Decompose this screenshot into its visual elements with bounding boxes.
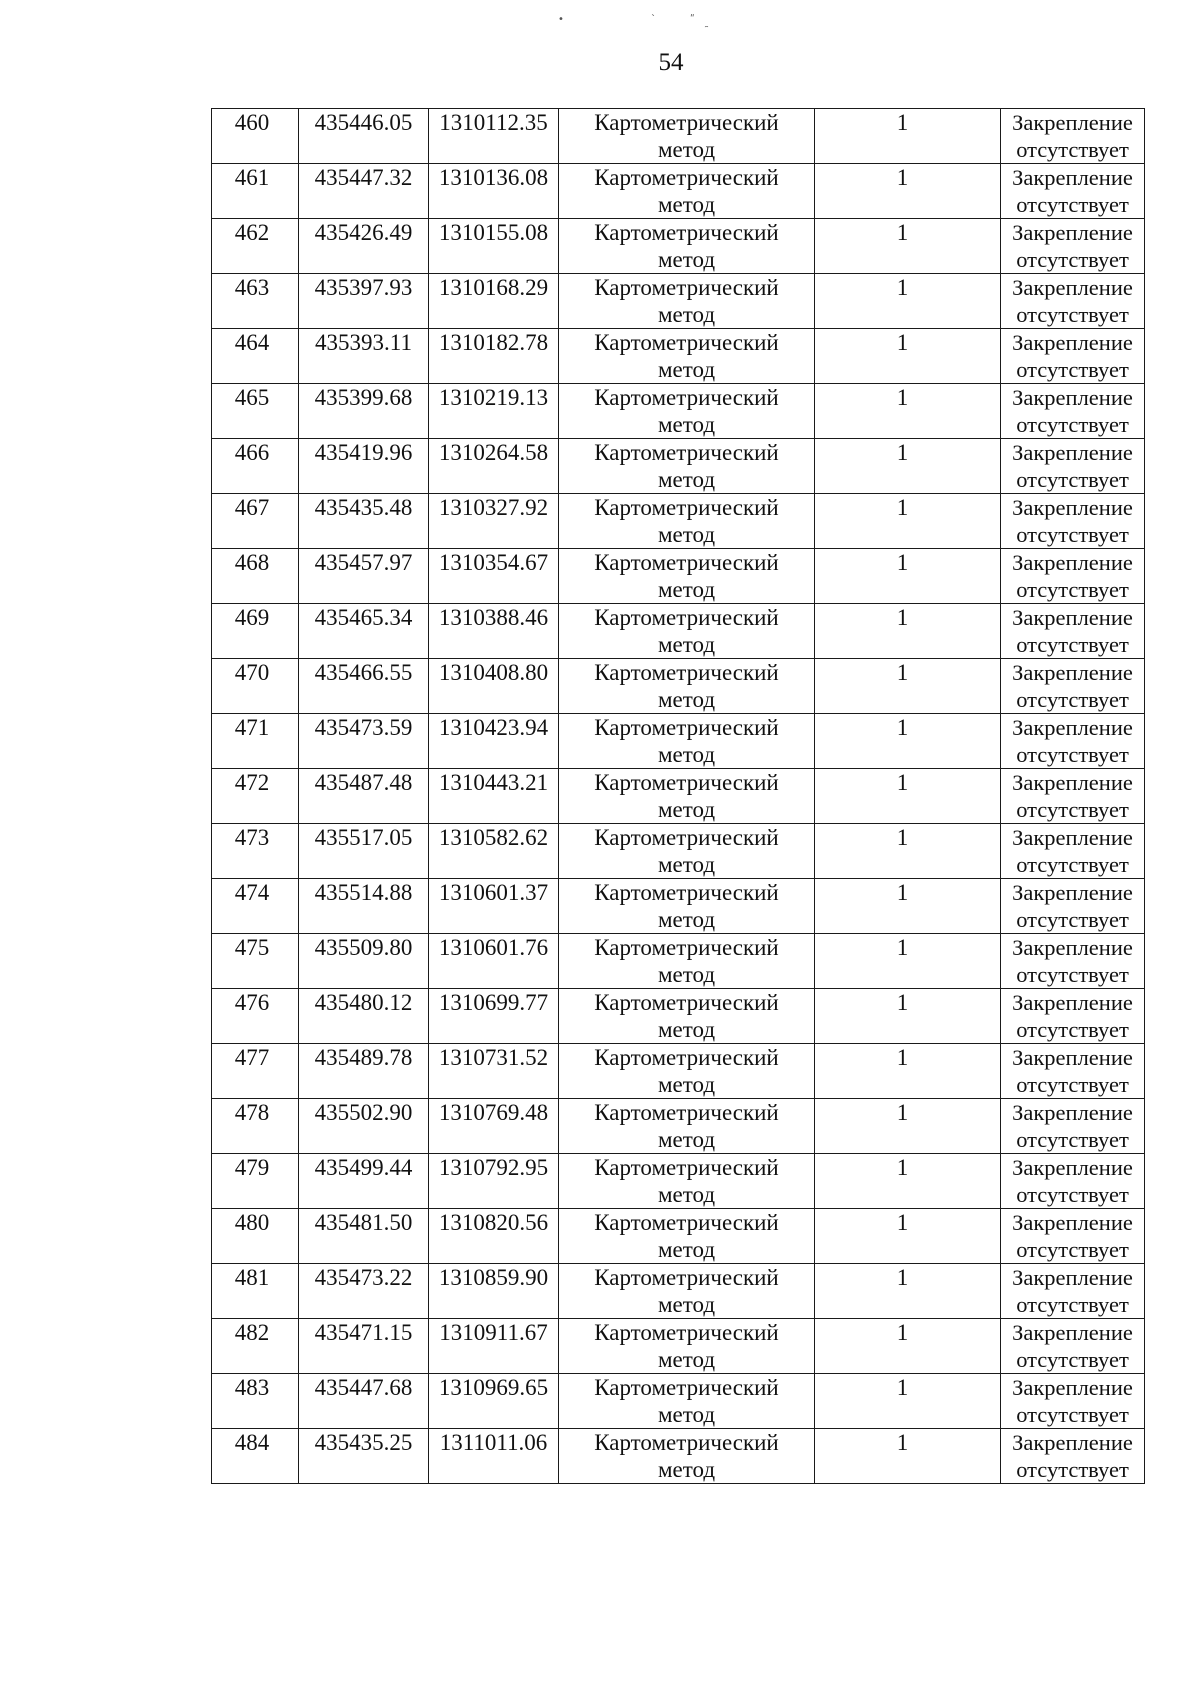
x-coordinate-cell: 435481.50 [299, 1209, 429, 1264]
fixation-line-1: Закрепление [1012, 660, 1133, 685]
method-cell [559, 494, 815, 549]
method-line-2: метод [657, 302, 716, 327]
table-row [212, 604, 1145, 659]
fixation-line-2: отсутствует [1016, 467, 1129, 492]
fixation-line-2: отсутствует [1016, 962, 1129, 987]
x-coordinate-cell: 435447.68 [299, 1374, 429, 1429]
fixation-line-1: Закрепление [1012, 880, 1133, 905]
method-line-1: Картометрический [594, 495, 779, 520]
fixation-line-2: отсутствует [1016, 412, 1129, 437]
scan-artifact-mark: • [558, 14, 564, 25]
error-cell: 1 [815, 1374, 1001, 1429]
method-line-1: Картометрический [594, 440, 779, 465]
y-coordinate-cell: 1310354.67 [429, 549, 559, 604]
fixation-line-1: Закрепление [1012, 990, 1133, 1015]
y-coordinate-cell: 1310182.78 [429, 329, 559, 384]
table-row [212, 274, 1145, 329]
method-line-1: Картометрический [594, 935, 779, 960]
point-number-cell: 475 [212, 934, 299, 989]
table-row [212, 659, 1145, 714]
point-number-cell: 462 [212, 219, 299, 274]
fixation-line-1: Закрепление [1012, 550, 1133, 575]
fixation-line-1: Закрепление [1012, 1210, 1133, 1235]
table-row [212, 1429, 1145, 1484]
y-coordinate-cell: 1310155.08 [429, 219, 559, 274]
fixation-cell [1001, 604, 1145, 659]
fixation-line-2: отсутствует [1016, 302, 1129, 327]
y-coordinate-cell: 1310388.46 [429, 604, 559, 659]
method-line-1: Картометрический [594, 660, 779, 685]
method-line-1: Картометрический [594, 825, 779, 850]
error-cell: 1 [815, 109, 1001, 164]
x-coordinate-cell: 435499.44 [299, 1154, 429, 1209]
method-line-1: Картометрический [594, 1430, 779, 1455]
point-number-cell: 479 [212, 1154, 299, 1209]
method-line-2: метод [657, 412, 716, 437]
fixation-cell [1001, 934, 1145, 989]
fixation-cell [1001, 549, 1145, 604]
method-line-1: Картометрический [594, 1100, 779, 1125]
fixation-line-2: отсутствует [1016, 1072, 1129, 1097]
method-line-1: Картометрический [594, 165, 779, 190]
coordinates-table [211, 108, 1145, 1484]
fixation-cell [1001, 164, 1145, 219]
method-line-2: метод [657, 907, 716, 932]
y-coordinate-cell: 1310168.29 [429, 274, 559, 329]
y-coordinate-cell: 1310699.77 [429, 989, 559, 1044]
method-line-2: метод [657, 467, 716, 492]
method-line-2: метод [657, 192, 716, 217]
fixation-line-2: отсутствует [1016, 137, 1129, 162]
fixation-line-2: отсутствует [1016, 192, 1129, 217]
error-cell: 1 [815, 549, 1001, 604]
x-coordinate-cell: 435457.97 [299, 549, 429, 604]
fixation-line-2: отсутствует [1016, 247, 1129, 272]
error-cell: 1 [815, 329, 1001, 384]
fixation-line-2: отсутствует [1016, 632, 1129, 657]
point-number-cell: 467 [212, 494, 299, 549]
point-number-cell: 478 [212, 1099, 299, 1154]
fixation-line-1: Закрепление [1012, 220, 1133, 245]
fixation-line-2: отсутствует [1016, 797, 1129, 822]
method-line-2: метод [657, 742, 716, 767]
y-coordinate-cell: 1310601.37 [429, 879, 559, 934]
fixation-line-1: Закрепление [1012, 935, 1133, 960]
table-row [212, 934, 1145, 989]
y-coordinate-cell: 1310327.92 [429, 494, 559, 549]
x-coordinate-cell: 435399.68 [299, 384, 429, 439]
method-line-1: Картометрический [594, 385, 779, 410]
x-coordinate-cell: 435517.05 [299, 824, 429, 879]
fixation-cell [1001, 1209, 1145, 1264]
point-number-cell: 463 [212, 274, 299, 329]
method-cell [559, 1374, 815, 1429]
fixation-cell [1001, 769, 1145, 824]
method-line-1: Картометрический [594, 275, 779, 300]
error-cell: 1 [815, 714, 1001, 769]
point-number-cell: 461 [212, 164, 299, 219]
fixation-line-2: отсутствует [1016, 577, 1129, 602]
method-line-1: Картометрический [594, 110, 779, 135]
fixation-cell [1001, 1374, 1145, 1429]
method-line-1: Картометрический [594, 1265, 779, 1290]
method-line-1: Картометрический [594, 1045, 779, 1070]
error-cell: 1 [815, 274, 1001, 329]
fixation-line-2: отсутствует [1016, 1182, 1129, 1207]
method-cell [559, 824, 815, 879]
method-line-2: метод [657, 962, 716, 987]
coordinates-table-body [212, 109, 1145, 1484]
method-cell [559, 879, 815, 934]
x-coordinate-cell: 435397.93 [299, 274, 429, 329]
method-cell [559, 274, 815, 329]
fixation-cell [1001, 274, 1145, 329]
error-cell: 1 [815, 1264, 1001, 1319]
method-line-1: Картометрический [594, 1375, 779, 1400]
method-line-1: Картометрический [594, 330, 779, 355]
y-coordinate-cell: 1310219.13 [429, 384, 559, 439]
y-coordinate-cell: 1310601.76 [429, 934, 559, 989]
y-coordinate-cell: 1310769.48 [429, 1099, 559, 1154]
method-line-2: метод [657, 1017, 716, 1042]
method-line-2: метод [657, 687, 716, 712]
fixation-line-1: Закрепление [1012, 605, 1133, 630]
method-line-2: метод [657, 1347, 716, 1372]
table-row [212, 989, 1145, 1044]
fixation-line-2: отсутствует [1016, 1237, 1129, 1262]
fixation-line-2: отсутствует [1016, 687, 1129, 712]
fixation-cell [1001, 384, 1145, 439]
error-cell: 1 [815, 1154, 1001, 1209]
table-row [212, 1264, 1145, 1319]
error-cell: 1 [815, 769, 1001, 824]
table-row [212, 439, 1145, 494]
fixation-line-2: отсутствует [1016, 357, 1129, 382]
x-coordinate-cell: 435489.78 [299, 1044, 429, 1099]
method-line-2: метод [657, 852, 716, 877]
point-number-cell: 471 [212, 714, 299, 769]
method-line-1: Картометрический [594, 550, 779, 575]
y-coordinate-cell: 1310408.80 [429, 659, 559, 714]
fixation-cell [1001, 824, 1145, 879]
x-coordinate-cell: 435446.05 [299, 109, 429, 164]
fixation-cell [1001, 1154, 1145, 1209]
x-coordinate-cell: 435509.80 [299, 934, 429, 989]
y-coordinate-cell: 1310112.35 [429, 109, 559, 164]
method-cell [559, 659, 815, 714]
x-coordinate-cell: 435393.11 [299, 329, 429, 384]
method-cell [559, 219, 815, 274]
method-line-2: метод [657, 247, 716, 272]
y-coordinate-cell: 1310969.65 [429, 1374, 559, 1429]
table-row [212, 164, 1145, 219]
method-line-1: Картометрический [594, 990, 779, 1015]
method-cell [559, 384, 815, 439]
fixation-line-1: Закрепление [1012, 825, 1133, 850]
fixation-line-1: Закрепление [1012, 1375, 1133, 1400]
method-line-2: метод [657, 797, 716, 822]
method-cell [559, 439, 815, 494]
fixation-line-1: Закрепление [1012, 330, 1133, 355]
fixation-line-1: Закрепление [1012, 275, 1133, 300]
method-cell [559, 1264, 815, 1319]
method-cell [559, 549, 815, 604]
method-cell [559, 164, 815, 219]
scan-artifact-mark: ʺ [690, 14, 695, 25]
error-cell: 1 [815, 494, 1001, 549]
method-cell [559, 1429, 815, 1484]
fixation-line-1: Закрепление [1012, 495, 1133, 520]
x-coordinate-cell: 435502.90 [299, 1099, 429, 1154]
point-number-cell: 469 [212, 604, 299, 659]
y-coordinate-cell: 1310911.67 [429, 1319, 559, 1374]
method-line-2: метод [657, 1237, 716, 1262]
error-cell: 1 [815, 989, 1001, 1044]
fixation-cell [1001, 1044, 1145, 1099]
fixation-line-1: Закрепление [1012, 715, 1133, 740]
error-cell: 1 [815, 384, 1001, 439]
fixation-cell [1001, 1429, 1145, 1484]
method-line-1: Картометрический [594, 1320, 779, 1345]
table-row [212, 769, 1145, 824]
error-cell: 1 [815, 879, 1001, 934]
fixation-line-2: отсутствует [1016, 1017, 1129, 1042]
y-coordinate-cell: 1310792.95 [429, 1154, 559, 1209]
fixation-line-1: Закрепление [1012, 1265, 1133, 1290]
method-line-2: метод [657, 1292, 716, 1317]
error-cell: 1 [815, 1209, 1001, 1264]
method-line-2: метод [657, 357, 716, 382]
table-row [212, 1154, 1145, 1209]
error-cell: 1 [815, 439, 1001, 494]
fixation-line-1: Закрепление [1012, 1045, 1133, 1070]
point-number-cell: 466 [212, 439, 299, 494]
table-row [212, 1044, 1145, 1099]
fixation-line-1: Закрепление [1012, 1430, 1133, 1455]
error-cell: 1 [815, 1044, 1001, 1099]
x-coordinate-cell: 435466.55 [299, 659, 429, 714]
x-coordinate-cell: 435480.12 [299, 989, 429, 1044]
x-coordinate-cell: 435465.34 [299, 604, 429, 659]
fixation-cell [1001, 1319, 1145, 1374]
method-line-2: метод [657, 632, 716, 657]
error-cell: 1 [815, 934, 1001, 989]
y-coordinate-cell: 1310731.52 [429, 1044, 559, 1099]
method-cell [559, 934, 815, 989]
scan-artifact-mark: ˷ [704, 17, 709, 28]
error-cell: 1 [815, 1099, 1001, 1154]
fixation-line-2: отсутствует [1016, 1292, 1129, 1317]
method-line-2: метод [657, 1182, 716, 1207]
method-line-1: Картометрический [594, 715, 779, 740]
fixation-line-2: отсутствует [1016, 1127, 1129, 1152]
y-coordinate-cell: 1311011.06 [429, 1429, 559, 1484]
x-coordinate-cell: 435473.59 [299, 714, 429, 769]
fixation-line-1: Закрепление [1012, 440, 1133, 465]
method-line-2: метод [657, 1072, 716, 1097]
page-number: 54 [658, 49, 684, 76]
y-coordinate-cell: 1310264.58 [429, 439, 559, 494]
y-coordinate-cell: 1310820.56 [429, 1209, 559, 1264]
point-number-cell: 477 [212, 1044, 299, 1099]
x-coordinate-cell: 435514.88 [299, 879, 429, 934]
fixation-line-2: отсутствует [1016, 522, 1129, 547]
fixation-line-2: отсутствует [1016, 852, 1129, 877]
point-number-cell: 473 [212, 824, 299, 879]
table-row [212, 549, 1145, 604]
table-row [212, 219, 1145, 274]
x-coordinate-cell: 435435.25 [299, 1429, 429, 1484]
fixation-line-2: отсутствует [1016, 1402, 1129, 1427]
fixation-cell [1001, 989, 1145, 1044]
method-cell [559, 109, 815, 164]
fixation-line-1: Закрепление [1012, 1320, 1133, 1345]
method-line-2: метод [657, 577, 716, 602]
fixation-line-1: Закрепление [1012, 1155, 1133, 1180]
fixation-line-1: Закрепление [1012, 1100, 1133, 1125]
scan-artifact-mark: ˋ [651, 14, 656, 25]
point-number-cell: 468 [212, 549, 299, 604]
method-line-2: метод [657, 1457, 716, 1482]
table-row [212, 1209, 1145, 1264]
method-cell [559, 1044, 815, 1099]
table-row [212, 824, 1145, 879]
method-line-2: метод [657, 137, 716, 162]
y-coordinate-cell: 1310423.94 [429, 714, 559, 769]
point-number-cell: 482 [212, 1319, 299, 1374]
point-number-cell: 465 [212, 384, 299, 439]
table-row [212, 879, 1145, 934]
x-coordinate-cell: 435435.48 [299, 494, 429, 549]
method-cell [559, 1209, 815, 1264]
point-number-cell: 483 [212, 1374, 299, 1429]
method-line-2: метод [657, 1127, 716, 1152]
table-row [212, 1099, 1145, 1154]
fixation-cell [1001, 879, 1145, 934]
point-number-cell: 472 [212, 769, 299, 824]
x-coordinate-cell: 435487.48 [299, 769, 429, 824]
fixation-cell [1001, 714, 1145, 769]
fixation-line-1: Закрепление [1012, 385, 1133, 410]
point-number-cell: 480 [212, 1209, 299, 1264]
fixation-cell [1001, 109, 1145, 164]
error-cell: 1 [815, 1319, 1001, 1374]
table-row [212, 714, 1145, 769]
x-coordinate-cell: 435473.22 [299, 1264, 429, 1319]
point-number-cell: 460 [212, 109, 299, 164]
point-number-cell: 470 [212, 659, 299, 714]
error-cell: 1 [815, 219, 1001, 274]
fixation-line-1: Закрепление [1012, 165, 1133, 190]
method-cell [559, 769, 815, 824]
fixation-cell [1001, 219, 1145, 274]
method-cell [559, 1099, 815, 1154]
table-row [212, 384, 1145, 439]
method-cell [559, 604, 815, 659]
method-line-1: Картометрический [594, 220, 779, 245]
x-coordinate-cell: 435471.15 [299, 1319, 429, 1374]
method-cell [559, 989, 815, 1044]
method-cell [559, 329, 815, 384]
table-row [212, 329, 1145, 384]
method-line-1: Картометрический [594, 1210, 779, 1235]
table-row [212, 1374, 1145, 1429]
error-cell: 1 [815, 824, 1001, 879]
fixation-cell [1001, 329, 1145, 384]
method-cell [559, 1154, 815, 1209]
point-number-cell: 476 [212, 989, 299, 1044]
point-number-cell: 484 [212, 1429, 299, 1484]
method-line-1: Картометрический [594, 770, 779, 795]
table-row [212, 494, 1145, 549]
method-line-1: Картометрический [594, 880, 779, 905]
table-row [212, 109, 1145, 164]
fixation-line-2: отсутствует [1016, 1347, 1129, 1372]
method-line-1: Картометрический [594, 1155, 779, 1180]
method-line-1: Картометрический [594, 605, 779, 630]
table-row [212, 1319, 1145, 1374]
y-coordinate-cell: 1310859.90 [429, 1264, 559, 1319]
fixation-cell [1001, 1264, 1145, 1319]
fixation-cell [1001, 494, 1145, 549]
fixation-line-1: Закрепление [1012, 770, 1133, 795]
method-cell [559, 1319, 815, 1374]
fixation-line-1: Закрепление [1012, 110, 1133, 135]
fixation-cell [1001, 1099, 1145, 1154]
x-coordinate-cell: 435419.96 [299, 439, 429, 494]
fixation-line-2: отсутствует [1016, 907, 1129, 932]
fixation-cell [1001, 439, 1145, 494]
error-cell: 1 [815, 164, 1001, 219]
point-number-cell: 481 [212, 1264, 299, 1319]
y-coordinate-cell: 1310136.08 [429, 164, 559, 219]
fixation-cell [1001, 659, 1145, 714]
method-line-2: метод [657, 522, 716, 547]
method-cell [559, 714, 815, 769]
x-coordinate-cell: 435447.32 [299, 164, 429, 219]
error-cell: 1 [815, 604, 1001, 659]
error-cell: 1 [815, 659, 1001, 714]
y-coordinate-cell: 1310443.21 [429, 769, 559, 824]
y-coordinate-cell: 1310582.62 [429, 824, 559, 879]
error-cell: 1 [815, 1429, 1001, 1484]
x-coordinate-cell: 435426.49 [299, 219, 429, 274]
point-number-cell: 464 [212, 329, 299, 384]
method-line-2: метод [657, 1402, 716, 1427]
fixation-line-2: отсутствует [1016, 742, 1129, 767]
fixation-line-2: отсутствует [1016, 1457, 1129, 1482]
point-number-cell: 474 [212, 879, 299, 934]
